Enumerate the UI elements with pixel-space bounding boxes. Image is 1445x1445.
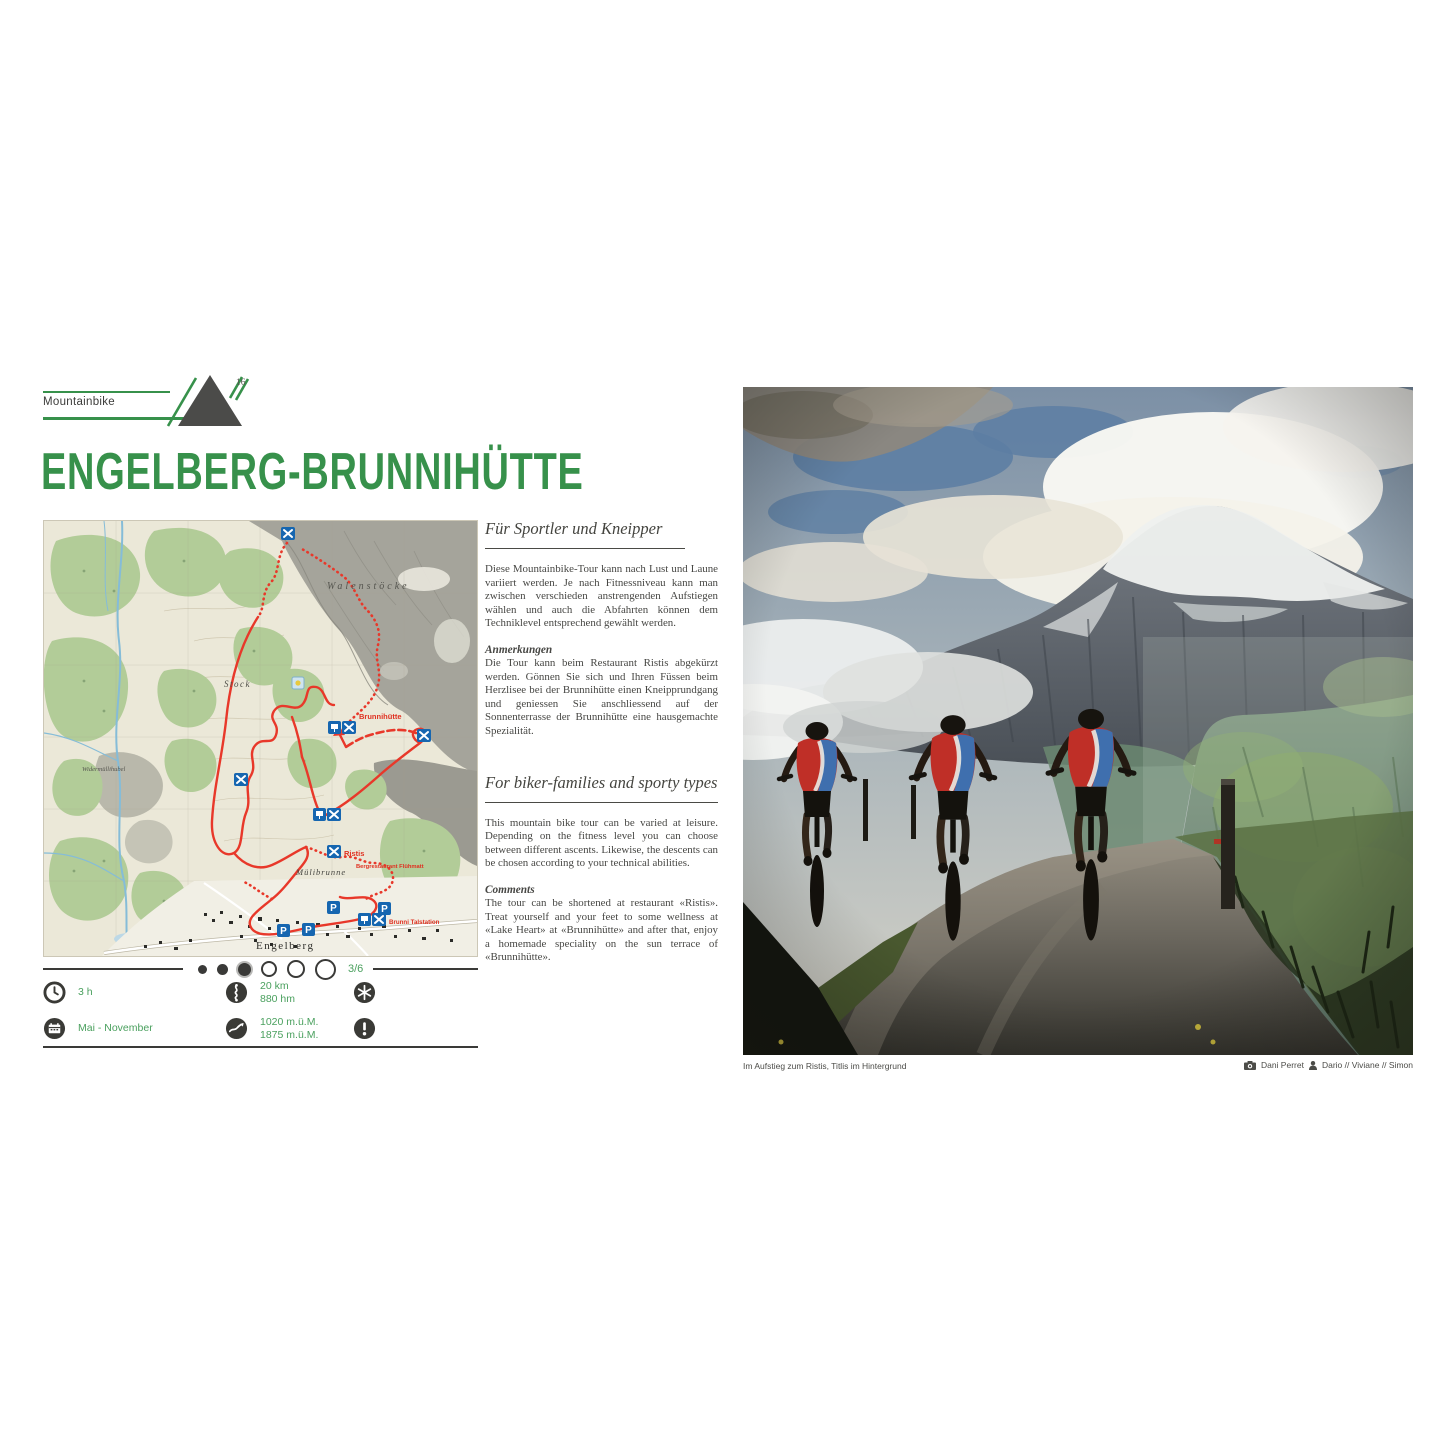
snowflake-icon [353, 981, 376, 1004]
svg-text:Ristis: Ristis [344, 849, 365, 858]
pagination-dot-empty [315, 959, 336, 980]
route-distance-icon [225, 981, 248, 1004]
svg-text:P: P [280, 926, 287, 937]
credit-photographer: Dani Perret [1260, 1060, 1304, 1070]
svg-text:Bergrestaurant Flühmatt: Bergrestaurant Flühmatt [356, 864, 424, 870]
sub-body-de: Die Tour kann beim Restaurant Ristis abgekürzt werden. Gönnen Sie sich und Ihren Füssen beim Herzlisee bei der Brunnihütte einen Kneipprundgang und geniessen Sie anschliessend auf der Sonnenterrasse der Brunnihütte eine hausgemachte Spezialität. [485, 656, 718, 737]
elevation-value: 1020 m.ü.M. 1875 m.ü.M. [260, 1016, 319, 1041]
section-heading-de: Für Sportler und Kneipper [485, 519, 685, 549]
photo-credits [1244, 1060, 1413, 1070]
tour-pagination [43, 958, 478, 980]
elevation-icon [225, 1017, 248, 1040]
sub-heading-de: Anmerkungen [485, 643, 553, 656]
section-body-de: Diese Mountainbike-Tour kann nach Lust und Laune variiert werden. Je nach Fitnessniveau kann man zwischen verschieden anstrengenden Aufstiegen wählen und auch die Abfahrten können dem Techniklevel entsprechend gewählt werden. [485, 563, 718, 630]
tour-photo [743, 387, 1413, 1055]
sub-heading-en: Comments [485, 883, 535, 896]
svg-text:Brunnihütte: Brunnihütte [359, 712, 402, 721]
page-number: 16 [236, 378, 246, 388]
pagination-dot-filled [217, 964, 228, 975]
pagination-rule-left [43, 968, 183, 970]
route-map [43, 520, 478, 957]
pagination-dot-filled [238, 963, 251, 976]
person-icon [1309, 1061, 1317, 1070]
svg-text:Stock: Stock [224, 679, 251, 689]
svg-text:P: P [330, 903, 337, 914]
tour-facts [43, 980, 478, 1052]
season-value: Mai - November [78, 1022, 153, 1035]
camera-icon [1244, 1061, 1256, 1070]
svg-text:P: P [381, 904, 388, 915]
pagination-dot-empty [287, 960, 305, 978]
svg-text:Engelberg: Engelberg [256, 940, 315, 952]
sub-body-en: The tour can be shortened at restaurant «Ristis». Treat yourself and your feet to some wellness at «Lake Heart» at «Brunnihütte» and after that, enjoy a homemade speciality on the sun terrace of «Brunnihütte». [485, 896, 718, 964]
svg-text:Walenstöcke: Walenstöcke [327, 581, 410, 592]
map-lake-icon [292, 677, 304, 689]
description-column [485, 519, 718, 965]
svg-text:P: P [305, 925, 312, 936]
facts-bottom-rule [43, 1046, 478, 1048]
duration-value: 3 h [78, 986, 93, 999]
calendar-icon [43, 1017, 66, 1040]
svg-text:Mülibrunne: Mülibrunne [296, 867, 347, 877]
category-label: Mountainbike [43, 396, 116, 408]
page-title: ENGELBERG-BRUNNIHÜTTE [41, 443, 584, 501]
warning-icon [353, 1017, 376, 1040]
section-body-en: This mountain bike tour can be varied at leisure. Depending on the fitness level you can choose between different ascents. Likewise, the descents can be chosen according to your technical abilities. [485, 816, 718, 870]
svg-text:Widermüllihubel: Widermüllihubel [82, 766, 126, 773]
pagination-count: 3/6 [348, 963, 364, 975]
svg-text:Brunni Talstation: Brunni Talstation [389, 919, 440, 926]
credit-people: Dario // Viviane // Simon [1321, 1060, 1413, 1070]
header-rule-top [43, 391, 170, 393]
pagination-dot-filled [198, 965, 207, 974]
section-heading-en: For biker-families and sporty types [485, 773, 718, 803]
pagination-rule-right [373, 968, 478, 970]
distance-climb-value: 20 km 880 hm [260, 980, 296, 1005]
photo-caption: Im Aufstieg zum Ristis, Titlis im Hintergrund [743, 1061, 907, 1071]
clock-icon [43, 981, 66, 1004]
pagination-dot-empty [261, 961, 277, 977]
photo-vignette [743, 387, 1413, 1055]
